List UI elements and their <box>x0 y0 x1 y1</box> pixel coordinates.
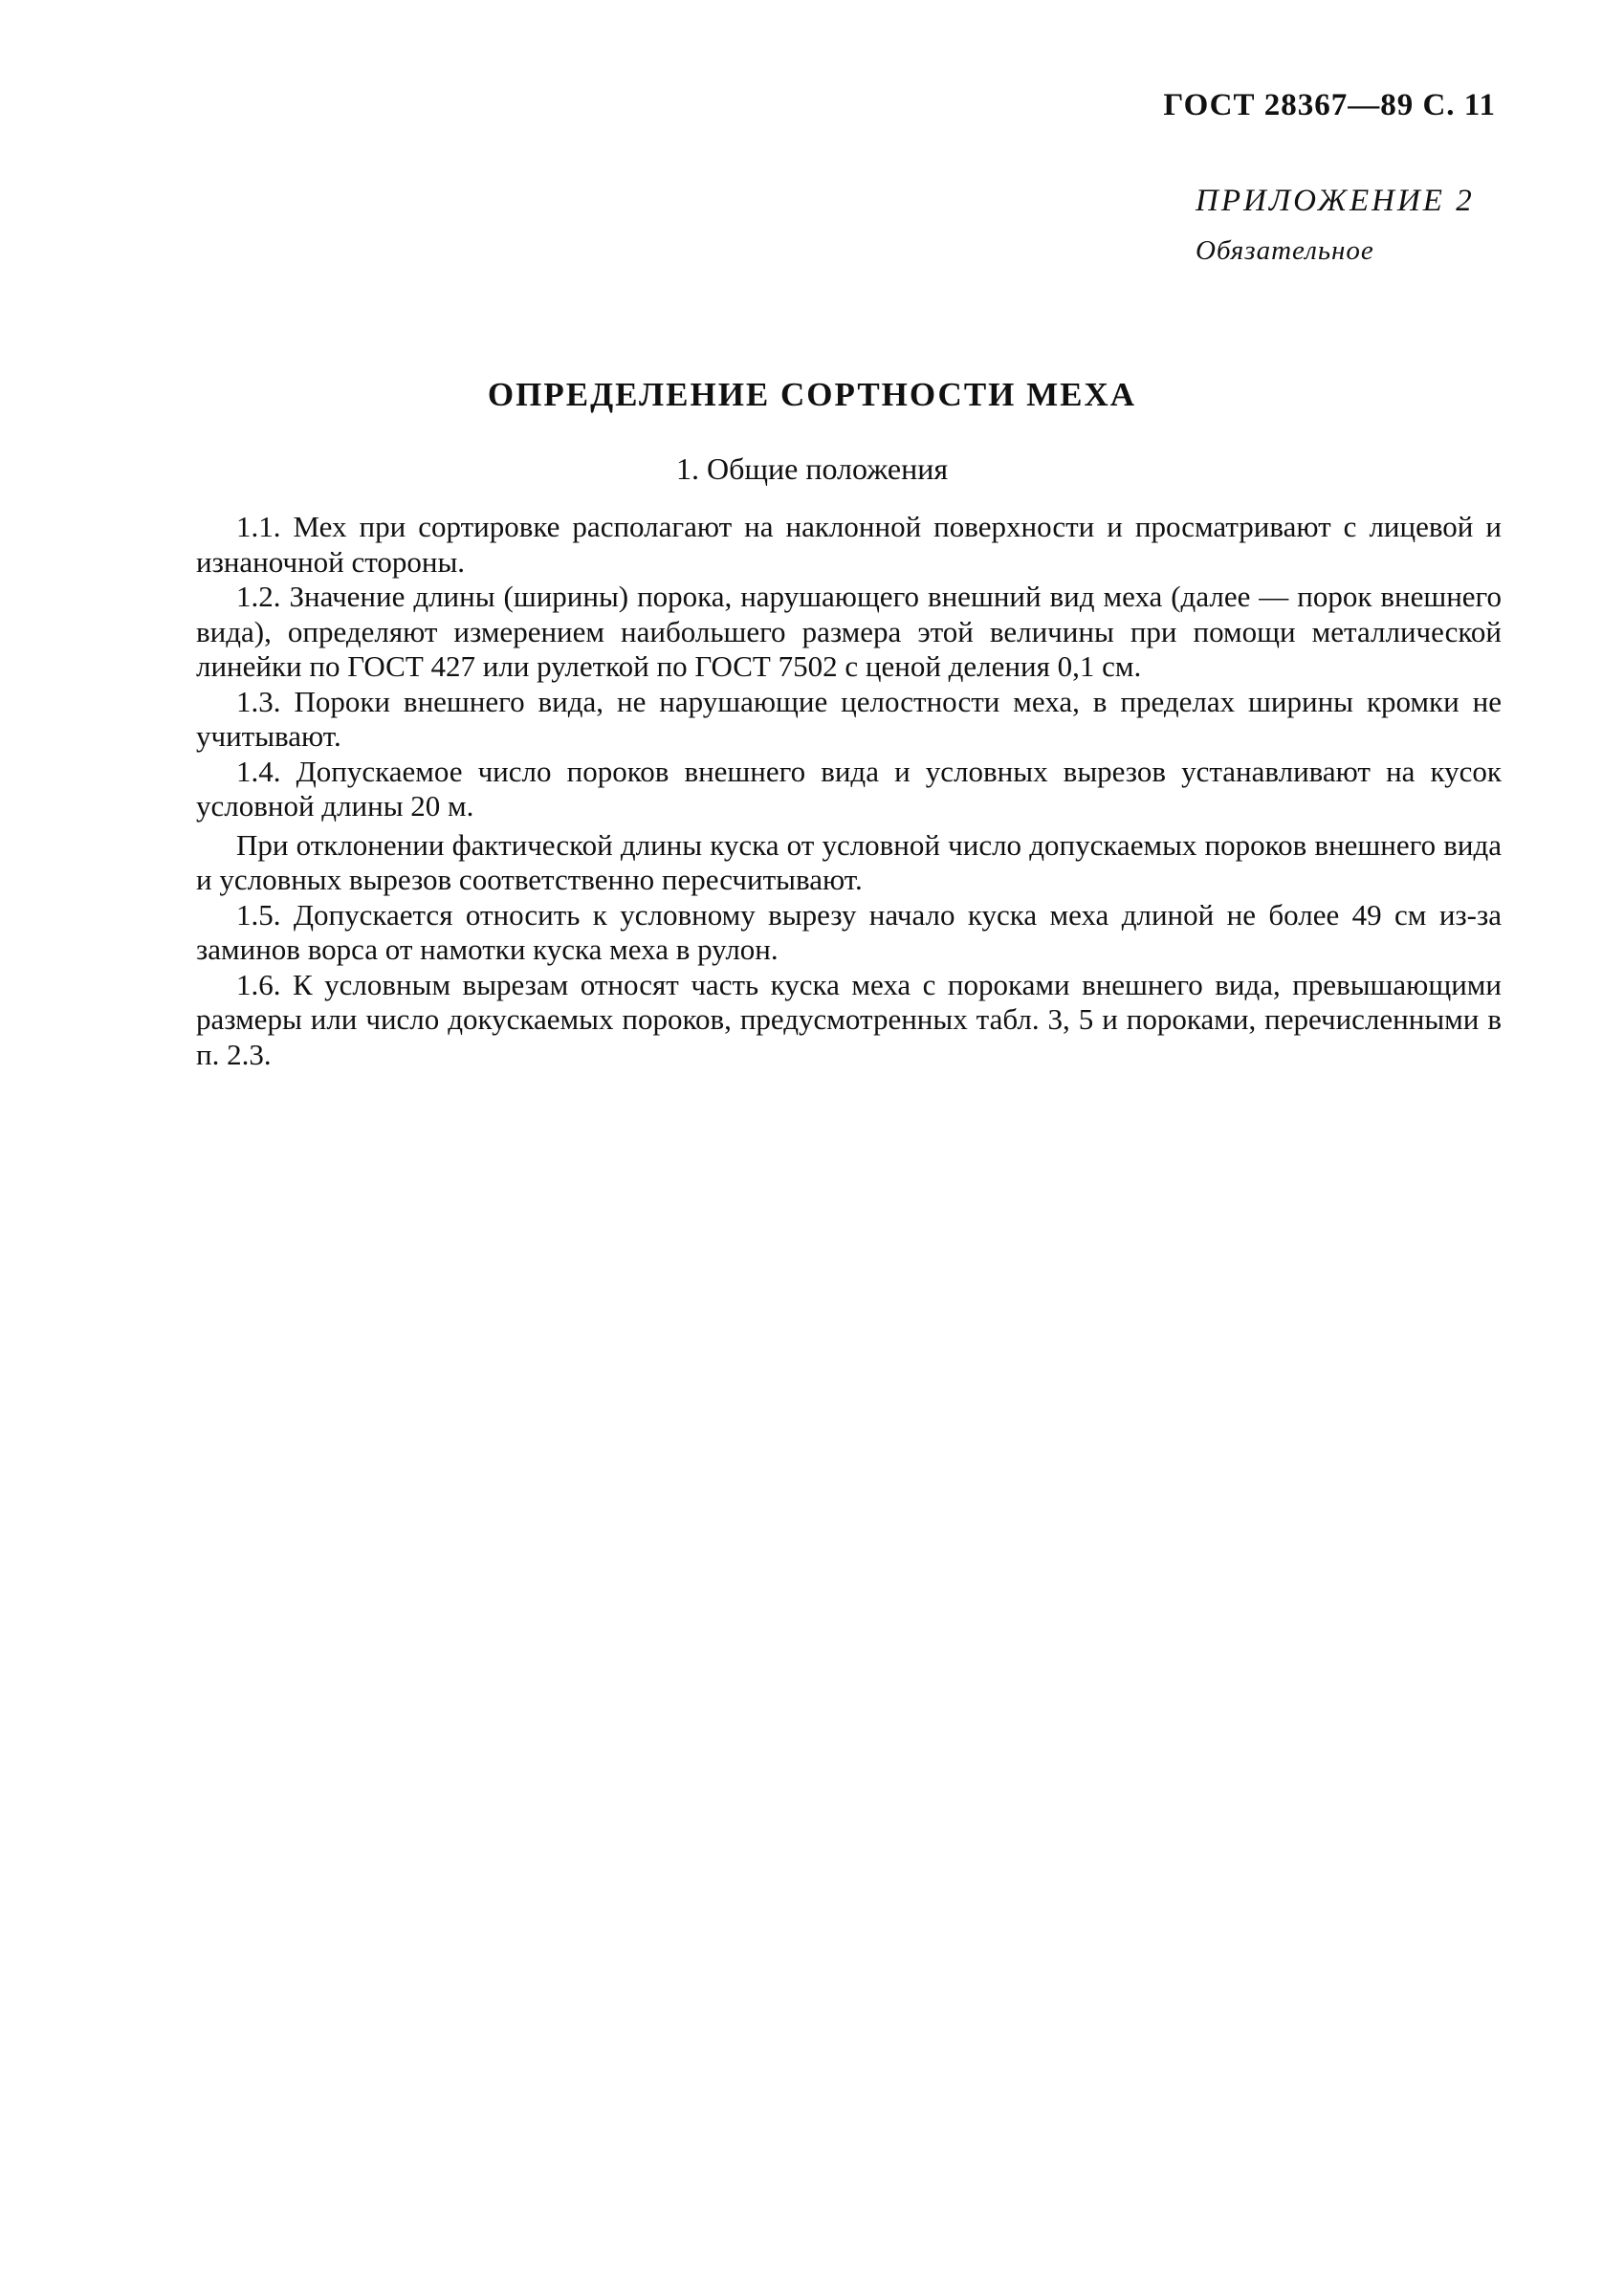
section-body <box>196 510 1502 1072</box>
appendix-label: ПРИЛОЖЕНИЕ 2 <box>1196 184 1475 218</box>
paragraph-1-2: 1.2. Значение длины (ширины) порока, нарушающего внешний вид меха (далее — порок внешнего вида), определяют измерением наибольшего размера этой величины при помощи металлической линейки по ГОСТ 427 или рулеткой по ГОСТ 7502 с ценой деления 0,1 см. <box>196 580 1502 683</box>
paragraph-1-4: 1.4. Допускаемое число пороков внешнего вида и условных вырезов устанавливают на кусок условной длины 20 м. <box>196 754 1502 823</box>
paragraph-1-5: 1.5. Допускается относить к условному вырезу начало куска меха длиной не более 49 см из-за заминов ворса от намотки куска меха в рулон. <box>196 897 1502 966</box>
page-header: ГОСТ 28367—89 С. 11 <box>1163 88 1496 122</box>
paragraph-1-4-note: При отклонении фактической длины куска от условной число допускаемых пороков внешнего вида и условных вырезов соответственно пересчитывают. <box>196 827 1502 896</box>
paragraph-1-6: 1.6. К условным вырезам относят часть куска меха с пороками внешнего вида, превышающими размеры или число докускаемых пороков, предусмотренных табл. 3, 5 и пороками, перечисленными в п. 2.3. <box>196 967 1502 1071</box>
section-title: 1. Общие положения <box>675 451 949 486</box>
document-title: ОПРЕДЕЛЕНИЕ СОРТНОСТИ МЕХА <box>487 376 1137 413</box>
appendix-status: Обязательное <box>1196 235 1374 266</box>
paragraph-1-3: 1.3. Пороки внешнего вида, не нарушающие целостности меха, в пределах ширины кромки не учитывают. <box>196 684 1502 753</box>
paragraph-1-1: 1.1. Мех при сортировке располагают на наклонной поверхности и просматривают с лицевой и изнаночной стороны. <box>196 510 1502 579</box>
